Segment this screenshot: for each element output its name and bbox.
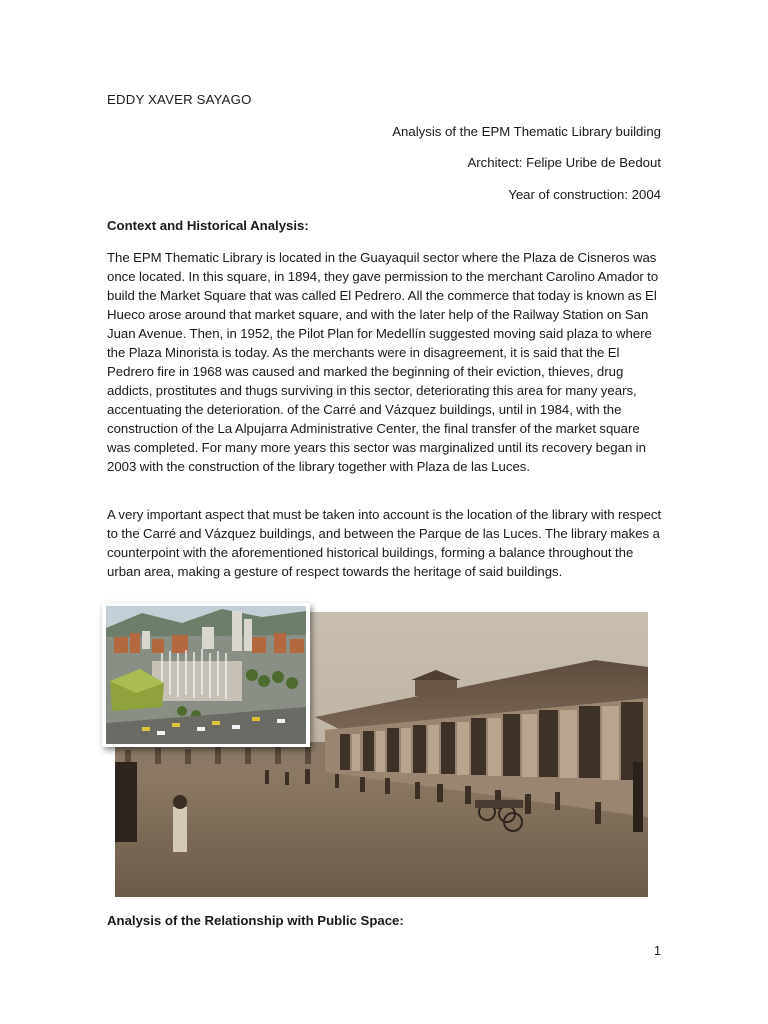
paragraph-context: The EPM Thematic Library is located in the Guayaquil sector where the Plaza de Cisneros was once located. In this square, in 1894, they gave permission to the merchant Carolino Amador to build the Market Square that was called El Pedrero. All the commerce that today is known as El Hueco arose around that market square, and with the later help of the Railway Station on San Juan Avenue. Then, in 1952, the Pilot Plan for Medellín suggested moving said plaza to where the Plaza Minorista is today. As the merchants were in disagreement, it is said that the El Pedrero fire in 1968 was caused and marked the beginning of their eviction, thieves, drug addicts, prostitutes and thugs surviving in this sector, deteriorating this area for many years, accentuating the deterioration. of the Carré and Vázquez buildings, until in 1984, with the construction of the La Alpujarra Administrative Center, the final transfer of the market square was completed. For many more years this sector was marginalized until its recovery began in 2003 with the construction of the library together with Plaza de las Luces.	[107, 250, 659, 474]
context-heading: Context and Historical Analysis:	[107, 218, 309, 233]
year-line: Year of construction: 2004	[508, 187, 661, 202]
page-number: 1	[654, 944, 661, 958]
paragraph-location: A very important aspect that must be taken into account is the location of the library with respect to the Carré and Vázquez buildings, and between the Parque de las Luces. The library makes a counterpoint with the aforementioned historical buildings, forming a balance throughout the urban area, making a gesture of respect towards the heritage of said buildings.	[107, 507, 662, 579]
author-name: EDDY XAVER SAYAGO	[107, 92, 252, 107]
architect-line: Architect: Felipe Uribe de Bedout	[467, 155, 661, 170]
aerial-city-photo	[102, 603, 310, 747]
public-space-heading: Analysis of the Relationship with Public Space:	[107, 913, 404, 928]
document-title: Analysis of the EPM Thematic Library building	[392, 124, 661, 139]
